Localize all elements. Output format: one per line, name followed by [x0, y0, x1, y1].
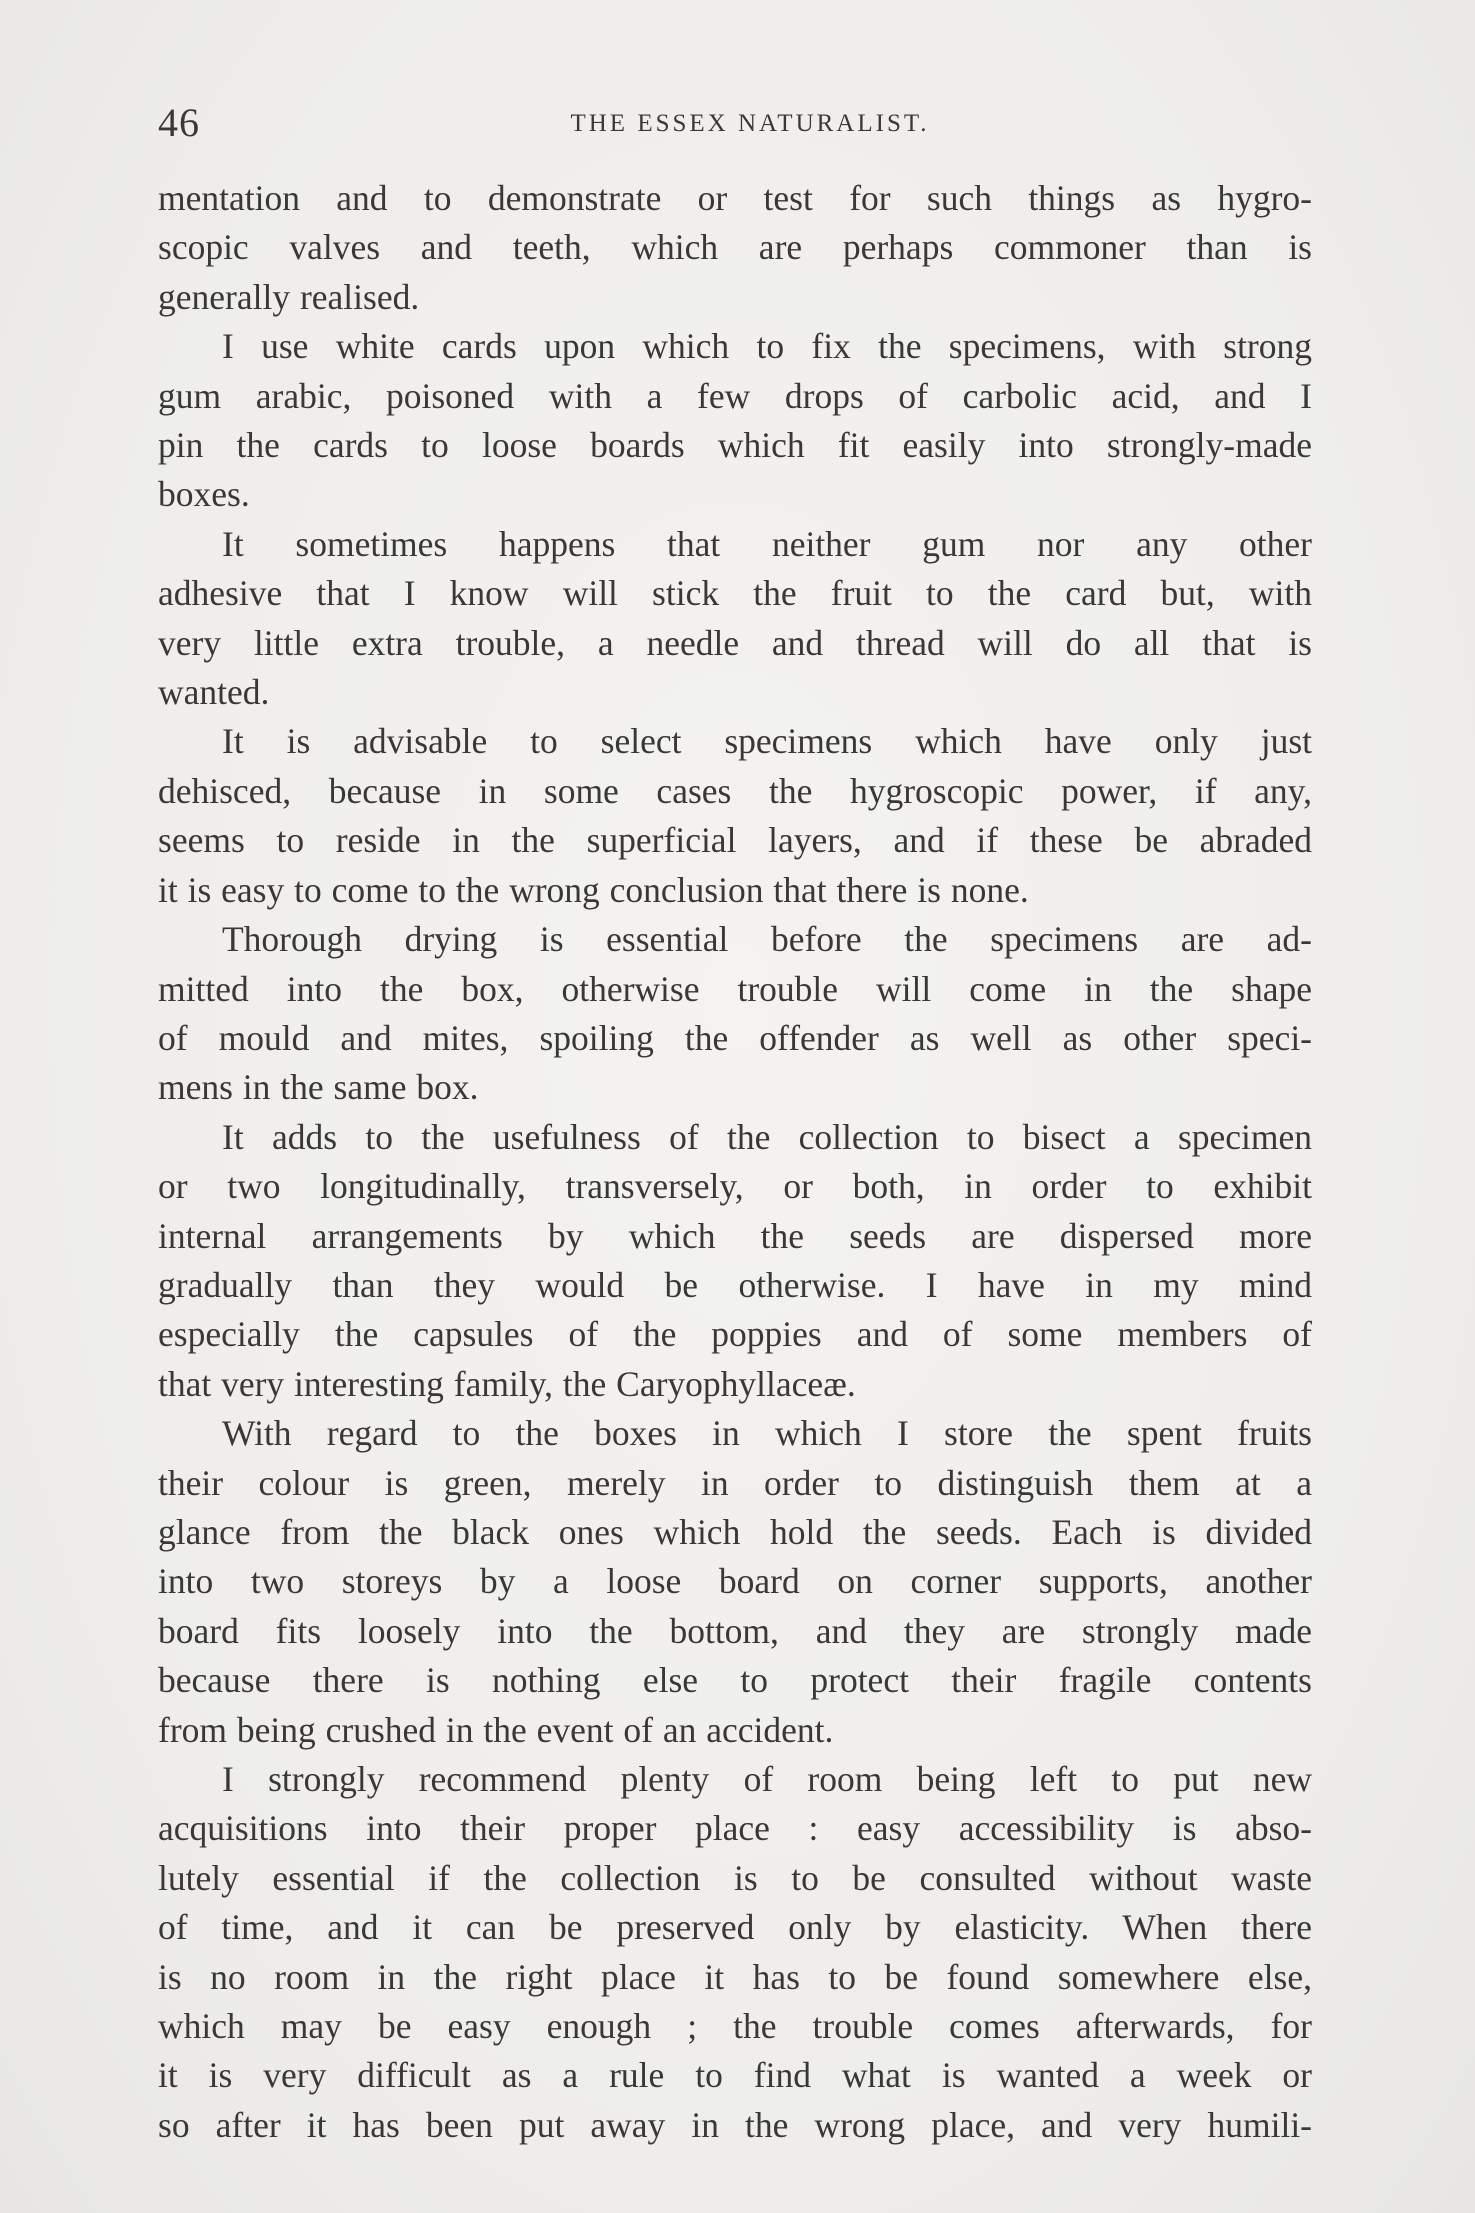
text-line: adhesive that I know will stick the fruit to the card but, with — [158, 573, 1312, 614]
text-line: Thorough drying is essential before the specimens are ad- — [222, 919, 1312, 960]
text-line: With regard to the boxes in which I store the spent fruits — [222, 1413, 1312, 1454]
text-line: because there is nothing else to protect their fragile contents — [158, 1660, 1312, 1701]
text-line: very little extra trouble, a needle and thread will do all that is — [158, 622, 1312, 663]
text-line: mentation and to demonstrate or test for such things as hygro- — [158, 178, 1312, 218]
text-line: it is very difficult as a rule to find what is wanted a week or — [158, 2055, 1312, 2096]
text-line: especially the capsules of the poppies and of some members of — [158, 1314, 1312, 1355]
journal-title: THE ESSEX NATURALIST. — [570, 110, 930, 137]
text-line: internal arrangements by which the seeds are dispersed more — [158, 1215, 1312, 1256]
text-line: wanted. — [158, 672, 270, 713]
text-line: mitted into the box, otherwise trouble will come in the shape — [158, 968, 1312, 1009]
text-line: of mould and mites, spoiling the offender as well as other speci- — [158, 1017, 1312, 1058]
text-line: pin the cards to loose boards which fit easily into strongly-made — [158, 425, 1312, 466]
text-line: their colour is green, merely in order to distinguish them at a — [158, 1462, 1312, 1503]
text-line: from being crushed in the event of an accident. — [158, 1709, 834, 1750]
text-line: that very interesting family, the Caryophyllaceæ. — [158, 1363, 856, 1404]
text-line: lutely essential if the collection is to be consulted without waste — [158, 1857, 1312, 1898]
paragraph — [158, 1755, 1312, 2150]
text-line: board fits loosely into the bottom, and they are strongly made — [158, 1610, 1312, 1651]
text-line: into two storeys by a loose board on corner supports, another — [158, 1561, 1312, 1602]
text-line: dehisced, because in some cases the hygroscopic power, if any, — [158, 770, 1312, 811]
text-line: of time, and it can be preserved only by elasticity. When there — [158, 1907, 1312, 1948]
paragraph — [158, 1113, 1312, 1409]
text-line: I use white cards upon which to fix the specimens, with strong — [222, 326, 1312, 367]
text-line: mens in the same box. — [158, 1067, 479, 1108]
text-line: It is advisable to select specimens which have only just — [222, 721, 1312, 762]
text-line: seems to reside in the superficial layers, and if these be abraded — [158, 820, 1312, 861]
text-line: scopic valves and teeth, which are perhaps commoner than is — [158, 227, 1312, 268]
paragraph — [158, 520, 1312, 718]
text-line: which may be easy enough ; the trouble comes afterwards, for — [158, 2006, 1312, 2047]
body-text — [158, 174, 1312, 2150]
text-line: it is easy to come to the wrong conclusion that there is none. — [158, 869, 1029, 910]
text-line: It adds to the usefulness of the collection to bisect a specimen — [222, 1116, 1312, 1157]
text-line: glance from the black ones which hold the seeds. Each is divided — [158, 1511, 1312, 1552]
paragraph — [158, 322, 1312, 520]
running-head — [158, 98, 1318, 148]
text-line: is no room in the right place it has to be found somewhere else, — [158, 1956, 1312, 1997]
text-line: It sometimes happens that neither gum nor any other — [222, 523, 1312, 564]
text-line: I strongly recommend plenty of room being left to put new — [222, 1759, 1312, 1799]
page-number: 46 — [158, 100, 200, 145]
text-line: acquisitions into their proper place : easy accessibility is abso- — [158, 1808, 1312, 1849]
paragraph — [158, 915, 1312, 1113]
text-line: so after it has been put away in the wrong place, and very humili- — [158, 2104, 1312, 2145]
text-line: gum arabic, poisoned with a few drops of carbolic acid, and I — [158, 375, 1312, 416]
paragraph — [158, 1409, 1312, 1755]
paragraph — [158, 174, 1312, 322]
text-line: generally realised. — [158, 276, 420, 317]
paragraph — [158, 717, 1312, 915]
text-line: or two longitudinally, transversely, or both, in order to exhibit — [158, 1166, 1312, 1207]
text-line: boxes. — [158, 474, 250, 515]
text-line: gradually than they would be otherwise. I have in my mind — [158, 1264, 1312, 1305]
